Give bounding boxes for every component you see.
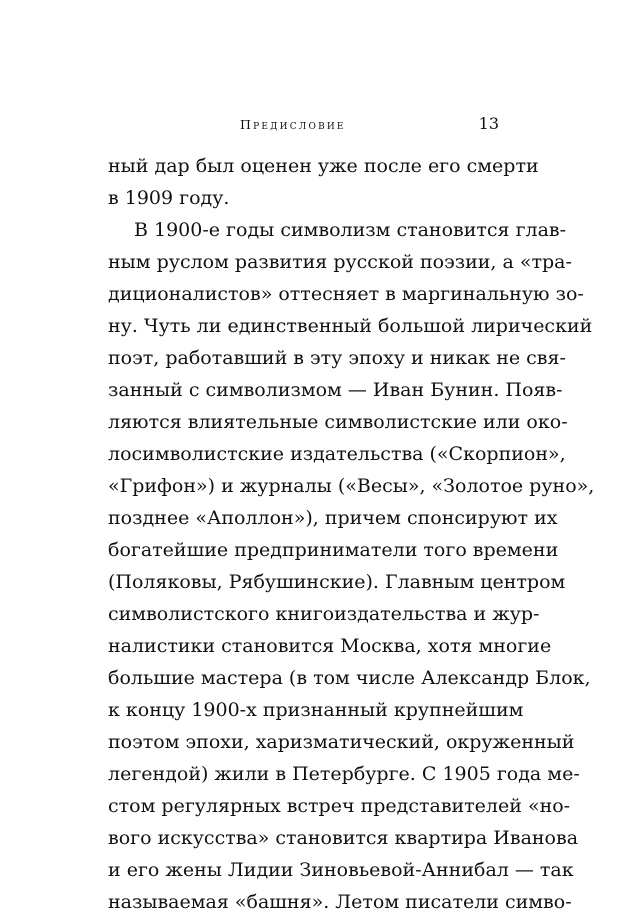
text-line: вого искусства» становится квартира Иванова <box>108 827 579 849</box>
text-line: символистского книгоиздательства и жур- <box>108 603 540 625</box>
text-line: ну. Чуть ли единственный большой лирический <box>108 315 593 337</box>
running-title: Предисловие <box>240 117 346 132</box>
text-line: стом регулярных встреч представителей «но- <box>108 795 571 817</box>
text-line: легендой) жили в Петербурге. С 1905 года ме- <box>108 763 580 785</box>
body-text <box>108 150 595 918</box>
text-line: позднее «Аполлон»), причем спонсируют их <box>108 507 558 529</box>
text-line: В 1900-е годы символизм становится глав- <box>134 219 567 241</box>
page-number: 13 <box>478 114 499 133</box>
text-line: «Грифон») и журналы («Весы», «Золотое руно», <box>108 475 595 497</box>
text-line: в 1909 году. <box>108 187 230 209</box>
text-line: большие мастера (в том числе Александр Блок, <box>108 667 591 689</box>
text-line: поэт, работавший в эту эпоху и никак не свя- <box>108 347 566 369</box>
text-line: поэтом эпохи, харизматический, окруженный <box>108 731 575 753</box>
text-line: ляются влиятельные символистские или око- <box>108 411 568 433</box>
text-line: занный с символизмом — Иван Бунин. Появ- <box>108 379 563 401</box>
text-line: называемая «башня». Летом писатели симво- <box>108 891 572 913</box>
text-line: (Поляковы, Рябушинские). Главным центром <box>108 571 566 593</box>
text-line: ным руслом развития русской поэзии, а «тра- <box>108 251 572 273</box>
text-line: налистики становится Москва, хотя многие <box>108 635 552 657</box>
text-line: богатейшие предприниматели того времени <box>108 539 559 561</box>
text-line: лосимволистские издательства («Скорпион», <box>108 443 566 465</box>
text-line: диционалистов» оттесняет в маргинальную зо- <box>108 283 584 305</box>
text-line: и его жены Лидии Зиновьевой-Аннибал — так <box>108 859 574 881</box>
text-line: ный дар был оценен уже после его смерти <box>108 155 539 177</box>
text-line: к концу 1900-х признанный крупнейшим <box>108 699 524 721</box>
